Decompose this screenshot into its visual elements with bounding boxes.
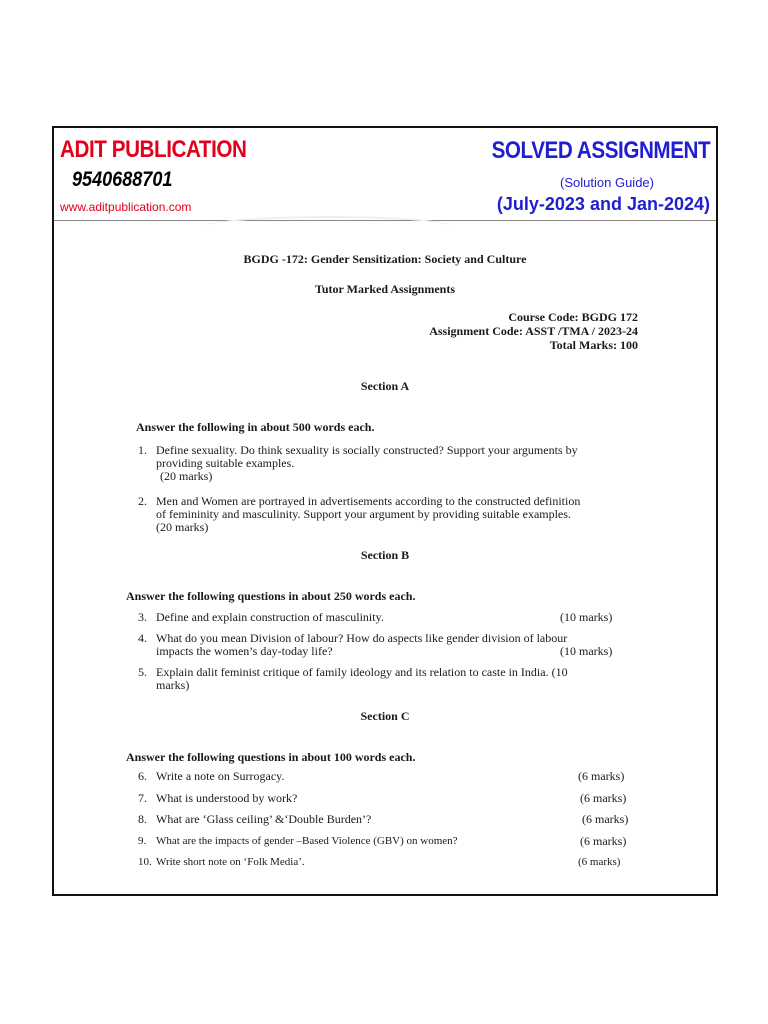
assignment-body — [54, 220, 716, 896]
publisher-header — [54, 128, 716, 221]
assignment-code: Assignment Code: ASST /TMA / 2023-24 — [429, 324, 638, 338]
question-item: 9. What are the impacts of gender –Based Violence (GBV) on women? (6 marks) — [138, 834, 627, 848]
section-a-instruction: Answer the following in about 500 words each. — [136, 420, 375, 434]
solved-assignment-badge: SOLVED ASSIGNMENT — [491, 137, 710, 164]
question-item: 10. Write short note on ‘Folk Media’. (6 marks) — [138, 856, 621, 868]
course-code: Course Code: BGDG 172 — [508, 310, 638, 324]
course-title: BGDG -172: Gender Sensitization: Society and Culture — [243, 252, 527, 266]
solution-guide-label: (Solution Guide) — [560, 175, 654, 190]
course-meta — [429, 310, 638, 352]
question-item: 1. Define sexuality. Do think sexuality is socially constructed? Support your arguments by providing suitable examples. (20 marks) — [138, 443, 578, 483]
question-item: 3. Define and explain construction of masculinity. (10 marks) — [138, 610, 613, 624]
question-item: 5. Explain dalit feminist critique of family ideology and its relation to caste in India. (10 marks) — [138, 665, 568, 692]
document-page — [52, 126, 718, 896]
publisher-name: ADIT PUBLICATION — [60, 136, 247, 163]
section-c-heading: Section C — [360, 709, 410, 723]
publisher-phone: 9540688701 — [72, 168, 173, 191]
section-b-heading: Section B — [360, 548, 410, 562]
section-c-instruction: Answer the following questions in about 100 words each. — [126, 750, 416, 764]
course-subtitle: Tutor Marked Assignments — [314, 282, 456, 296]
total-marks: Total Marks: 100 — [549, 338, 638, 352]
question-item: 2. Men and Women are portrayed in advertisements according to the constructed definition of femininity and masculinity. Support your argument by providing suitable examples. (20 marks) — [138, 494, 581, 534]
section-a-heading: Section A — [360, 379, 410, 393]
session-label: (July-2023 and Jan-2024) — [496, 194, 710, 214]
question-item: 7. What is understood by work? (6 marks) — [138, 791, 627, 805]
question-item: 6. Write a note on Surrogacy. (6 marks) — [138, 769, 625, 783]
question-item: 4. What do you mean Division of labour? How do aspects like gender division of labour impacts the women’s day-today life? (10 marks) — [138, 631, 613, 658]
question-item: 8. What are ‘Glass ceiling’ &‘Double Burden’? (6 marks) — [138, 812, 629, 826]
publisher-website: www.aditpublication.com — [60, 200, 192, 214]
section-b-instruction: Answer the following questions in about 250 words each. — [126, 589, 416, 603]
